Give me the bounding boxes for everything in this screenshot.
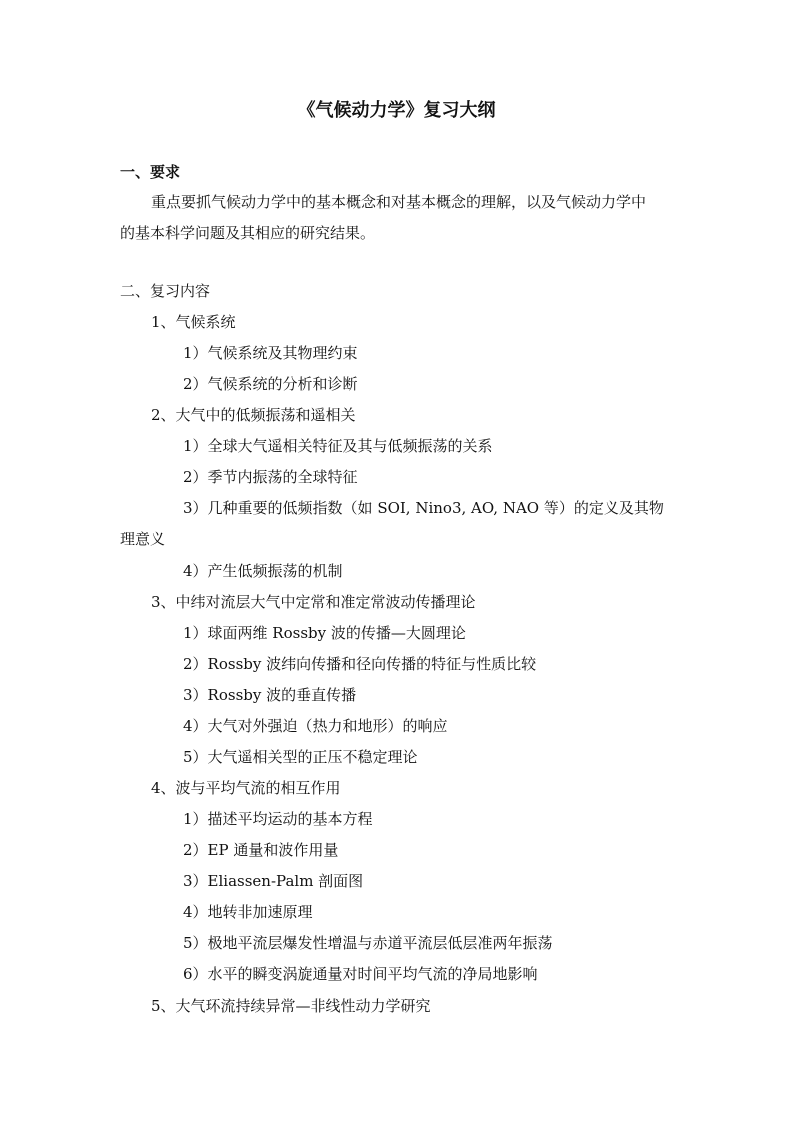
topic-item: 4）产生低频振荡的机制: [183, 562, 343, 580]
section-heading-review-content: 二、复习内容: [120, 282, 211, 300]
topic-item: 1）气候系统及其物理约束: [183, 344, 358, 362]
topic-item: 1）描述平均运动的基本方程: [183, 810, 373, 828]
topic-item: 2）EP 通量和波作用量: [183, 841, 339, 859]
topic-item: 3）几种重要的低频指数（如 SOI, Nino3, AO, NAO 等）的定义及其物: [183, 499, 664, 517]
topic-item: 2）气候系统的分析和诊断: [183, 375, 358, 393]
topic-label: 3、中纬对流层大气中定常和准定常波动传播理论: [151, 593, 476, 611]
topic-label: 2、大气中的低频振荡和遥相关: [151, 406, 356, 424]
topic-item: 6）水平的瞬变涡旋通量对时间平均气流的净局地影响: [183, 965, 538, 983]
topic-item: 1）全球大气遥相关特征及其与低频振荡的关系: [183, 437, 493, 455]
document-title: 《气候动力学》复习大纲: [297, 100, 496, 121]
topic-label: 4、波与平均气流的相互作用: [151, 779, 341, 797]
topic-label: 5、大气环流持续异常—非线性动力学研究: [151, 997, 431, 1015]
topic-item: 3）Eliassen-Palm 剖面图: [183, 872, 364, 890]
topic-item: 4）地转非加速原理: [183, 903, 313, 921]
topic-item: 2）Rossby 波纬向传播和径向传播的特征与性质比较: [183, 655, 537, 673]
requirements-paragraph-line-2: 的基本科学问题及其相应的研究结果。: [120, 224, 376, 242]
topic-item: 5）大气遥相关型的正压不稳定理论: [183, 748, 418, 766]
topic-item: 2）季节内振荡的全球特征: [183, 468, 358, 486]
topic-item: 4）大气对外强迫（热力和地形）的响应: [183, 717, 448, 735]
section-heading-requirements: 一、要求: [120, 163, 181, 181]
requirements-paragraph-line-1: 重点要抓气候动力学中的基本概念和对基本概念的理解，以及气候动力学中: [151, 193, 647, 211]
topic-item: 1）球面两维 Rossby 波的传播—大圆理论: [183, 624, 466, 642]
topic-item-continuation: 理意义: [120, 530, 166, 548]
topic-item: 5）极地平流层爆发性增温与赤道平流层低层准两年振荡: [183, 934, 553, 952]
topic-label: 1、气候系统: [151, 313, 236, 331]
topic-item: 3）Rossby 波的垂直传播: [183, 686, 357, 704]
